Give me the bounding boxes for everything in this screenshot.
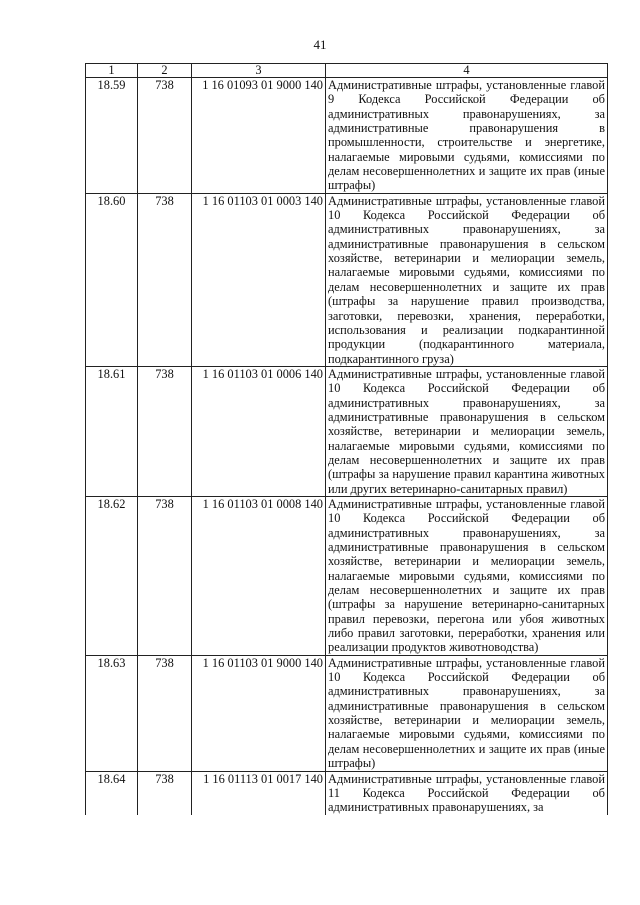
table-row [86, 366, 608, 496]
table-row [86, 496, 608, 655]
row-number: 18.61 [86, 366, 138, 496]
admin-code: 738 [138, 496, 192, 655]
admin-code: 738 [138, 193, 192, 366]
header-col-1: 1 [86, 64, 138, 78]
row-description: Административные штрафы, установленные главой 10 Кодекса Российской Федерации об административных правонарушениях, за административные правонарушения в сельском хозяйстве, ветеринарии и мелиорации земель, налагаемые мировыми судьями, комиссиями по делам несовершеннолетних и защите их прав (штрафы за нарушение ветеринарно-санитарных правил перевозки, перегона или убоя животных либо правил заготовки, переработки, хранения или реализации продуктов животноводства) [326, 496, 608, 655]
budget-code: 1 16 01093 01 9000 140 [192, 78, 326, 194]
row-number: 18.60 [86, 193, 138, 366]
table-row [86, 78, 608, 194]
admin-code: 738 [138, 78, 192, 194]
budget-code: 1 16 01103 01 0003 140 [192, 193, 326, 366]
table-row [86, 193, 608, 366]
admin-code: 738 [138, 771, 192, 815]
revenue-table-body [86, 64, 608, 815]
row-description: Административные штрафы, установленные главой 10 Кодекса Российской Федерации об административных правонарушениях, за административные правонарушения в сельском хозяйстве, ветеринарии и мелиорации земель, налагаемые мировыми судьями, комиссиями по делам несовершеннолетних и защите их прав (штрафы за нарушение правил карантина животных или других ветеринарно-санитарных правил) [326, 366, 608, 496]
budget-code: 1 16 01113 01 0017 140 [192, 771, 326, 815]
table-row [86, 771, 608, 815]
row-description: Административные штрафы, установленные главой 11 Кодекса Российской Федерации об административных правонарушениях, за [326, 771, 608, 815]
header-col-3: 3 [192, 64, 326, 78]
row-number: 18.59 [86, 78, 138, 194]
table-header-row [86, 64, 608, 78]
row-description: Административные штрафы, установленные главой 10 Кодекса Российской Федерации об административных правонарушениях, за административные правонарушения в сельском хозяйстве, ветеринарии и мелиорации земель, налагаемые мировыми судьями, комиссиями по делам несовершеннолетних и защите их прав (штрафы за нарушение правил производства, заготовки, перевозки, хранения, переработки, использования и реализации подкарантинной продукции (подкарантинного материала, подкарантинного груза) [326, 193, 608, 366]
revenue-table [85, 63, 608, 815]
admin-code: 738 [138, 655, 192, 771]
table-row [86, 655, 608, 771]
budget-code: 1 16 01103 01 0006 140 [192, 366, 326, 496]
admin-code: 738 [138, 366, 192, 496]
page-number: 41 [313, 37, 327, 52]
header-col-4: 4 [326, 64, 608, 78]
header-col-2: 2 [138, 64, 192, 78]
budget-code: 1 16 01103 01 0008 140 [192, 496, 326, 655]
budget-code: 1 16 01103 01 9000 140 [192, 655, 326, 771]
row-number: 18.63 [86, 655, 138, 771]
row-description: Административные штрафы, установленные главой 9 Кодекса Российской Федерации об административных правонарушениях, за административные правонарушения в промышленности, строительстве и энергетике, налагаемые мировыми судьями, комиссиями по делам несовершеннолетних и защите их прав (иные штрафы) [326, 78, 608, 194]
row-number: 18.62 [86, 496, 138, 655]
row-description: Административные штрафы, установленные главой 10 Кодекса Российской Федерации об административных правонарушениях, за административные правонарушения в сельском хозяйстве, ветеринарии и мелиорации земель, налагаемые мировыми судьями, комиссиями по делам несовершеннолетних и защите их прав (иные штрафы) [326, 655, 608, 771]
row-number: 18.64 [86, 771, 138, 815]
